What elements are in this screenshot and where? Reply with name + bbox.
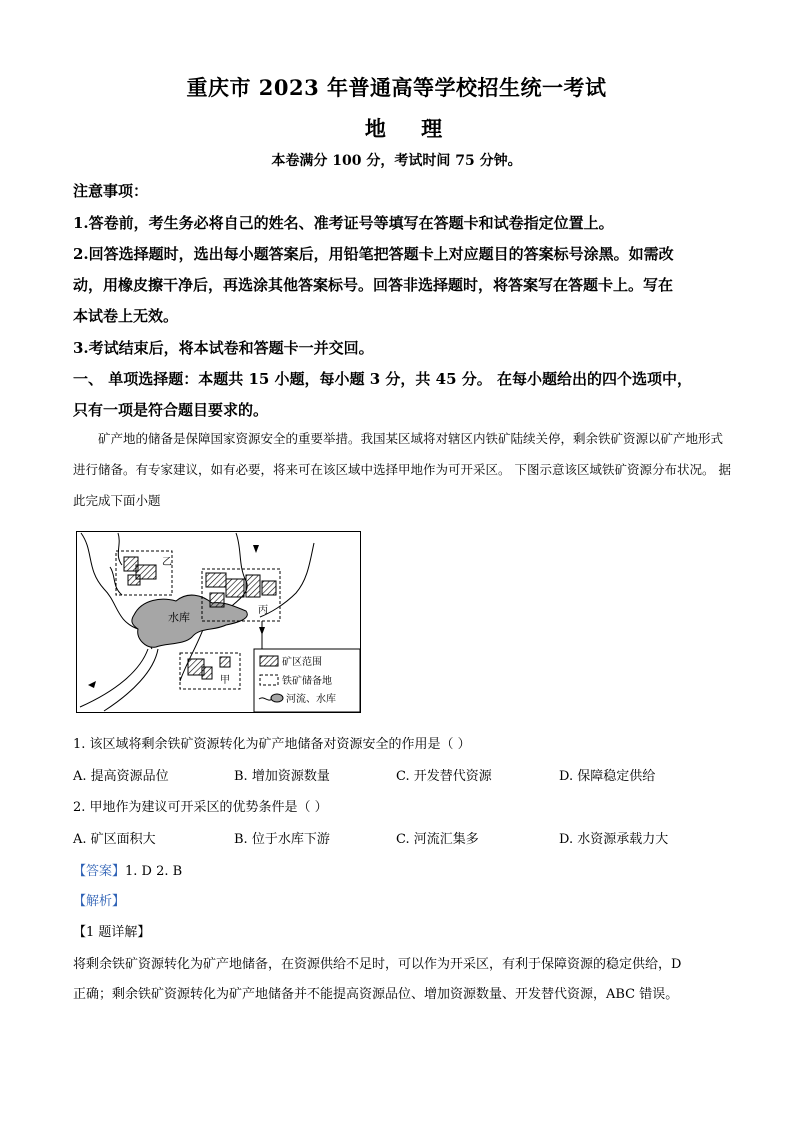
- mine-area: [206, 573, 226, 587]
- question-2-stem: 2. 甲地作为建议可开采区的优势条件是（ ）: [73, 800, 328, 815]
- analysis-tag: 【解析】: [73, 894, 126, 909]
- question-2-option-c[interactable]: C. 河流汇集多: [396, 832, 479, 847]
- question-1-option-c[interactable]: C. 开发替代资源: [396, 769, 492, 784]
- notice-item-2-line-3: 本试卷上无效。: [73, 307, 179, 325]
- mine-area: [210, 593, 224, 607]
- mine-area: [202, 667, 212, 679]
- notice-heading: 注意事项：: [73, 182, 149, 200]
- mine-area: [246, 575, 260, 597]
- reservoir-label: 水库: [168, 611, 190, 624]
- exam-info: 本卷满分 100 分，考试时间 75 分钟。: [271, 153, 522, 169]
- mine-area: [262, 581, 276, 595]
- mine-area: [220, 657, 230, 667]
- answer-line: [73, 860, 182, 879]
- question-2-option-d[interactable]: D. 水资源承载力大: [559, 832, 669, 847]
- subject-title: 地 理: [364, 116, 457, 141]
- legend-river-reservoir-label: 河流、水库: [286, 694, 336, 705]
- question-passage: 矿产地的储备是保障国家资源安全的重要举措。我国某区域将对辖区内铁矿陆续关停，剩余铁矿资源以矿产地形式进行储备。有专家建议，如有必要，将来可在该区域中选择甲地作为可开采区。 下图示意该区域铁矿资源分布状况。 据此完成下面小题: [73, 431, 731, 508]
- notice-item-2-line-1: 2.回答选择题时，选出每小题答案后，用铅笔把答题卡上对应题目的答案标号涂黑。如需改: [73, 245, 674, 263]
- question-1-option-b[interactable]: B. 增加资源数量: [234, 769, 330, 784]
- question-1-stem: 1. 该区域将剩余铁矿资源转化为矿产地储备对资源安全的作用是（ ）: [73, 737, 471, 752]
- legend-mine-area-label: 矿区范围: [282, 657, 322, 668]
- mine-area: [128, 575, 140, 585]
- question-2-option-b[interactable]: B. 位于水库下游: [234, 832, 330, 847]
- exam-title: 重庆市 2023 年普通高等学校招生统一考试: [186, 75, 607, 100]
- detail-line-1: 将剩余铁矿资源转化为矿产地储备，在资源供给不足时，可以作为开采区，有利于保障资源的稳定供给，D: [73, 957, 682, 972]
- label-bing: 丙: [258, 605, 268, 616]
- notice-item-3: 3.考试结束后，将本试卷和答题卡一并交回。: [73, 339, 374, 357]
- section-heading-line-1: 一、 单项选择题：本题共 15 小题，每小题 3 分，共 45 分。 在每小题给出的四个选项中，: [73, 370, 692, 388]
- answer-value: 1. D 2. B: [125, 864, 183, 879]
- notice-item-2-line-2: 动，用橡皮擦干净后，再选涂其他答案标号。回答非选择题时，将答案写在答题卡上。写在: [73, 276, 674, 294]
- notice-item-1: 1.答卷前，考生务必将自己的姓名、准考证号等填写在答题卡和试卷指定位置上。: [73, 214, 614, 232]
- label-jia: 甲: [220, 675, 230, 686]
- iron-ore-distribution-map: [76, 531, 361, 713]
- mine-area: [226, 579, 244, 597]
- question-1-option-a[interactable]: A. 提高资源品位: [73, 769, 169, 784]
- answer-tag: 【答案】: [73, 864, 126, 879]
- section-heading-line-2: 只有一项是符合题目要求的。: [73, 401, 269, 419]
- legend-reservoir-swatch: [271, 694, 283, 702]
- detail-line-2: 正确；剩余铁矿资源转化为矿产地储备并不能提高资源品位、增加资源数量、开发替代资源，ABC 错误。: [73, 987, 679, 1002]
- question-2-option-a[interactable]: A. 矿区面积大: [73, 832, 156, 847]
- question-1-option-d[interactable]: D. 保障稳定供给: [559, 769, 656, 784]
- legend-mine-area-swatch: [260, 656, 278, 666]
- detail-tag: 【1 题详解】: [73, 925, 151, 940]
- legend-reserve-site-label: 铁矿储备地: [282, 676, 332, 687]
- label-yi: 乙: [162, 557, 172, 568]
